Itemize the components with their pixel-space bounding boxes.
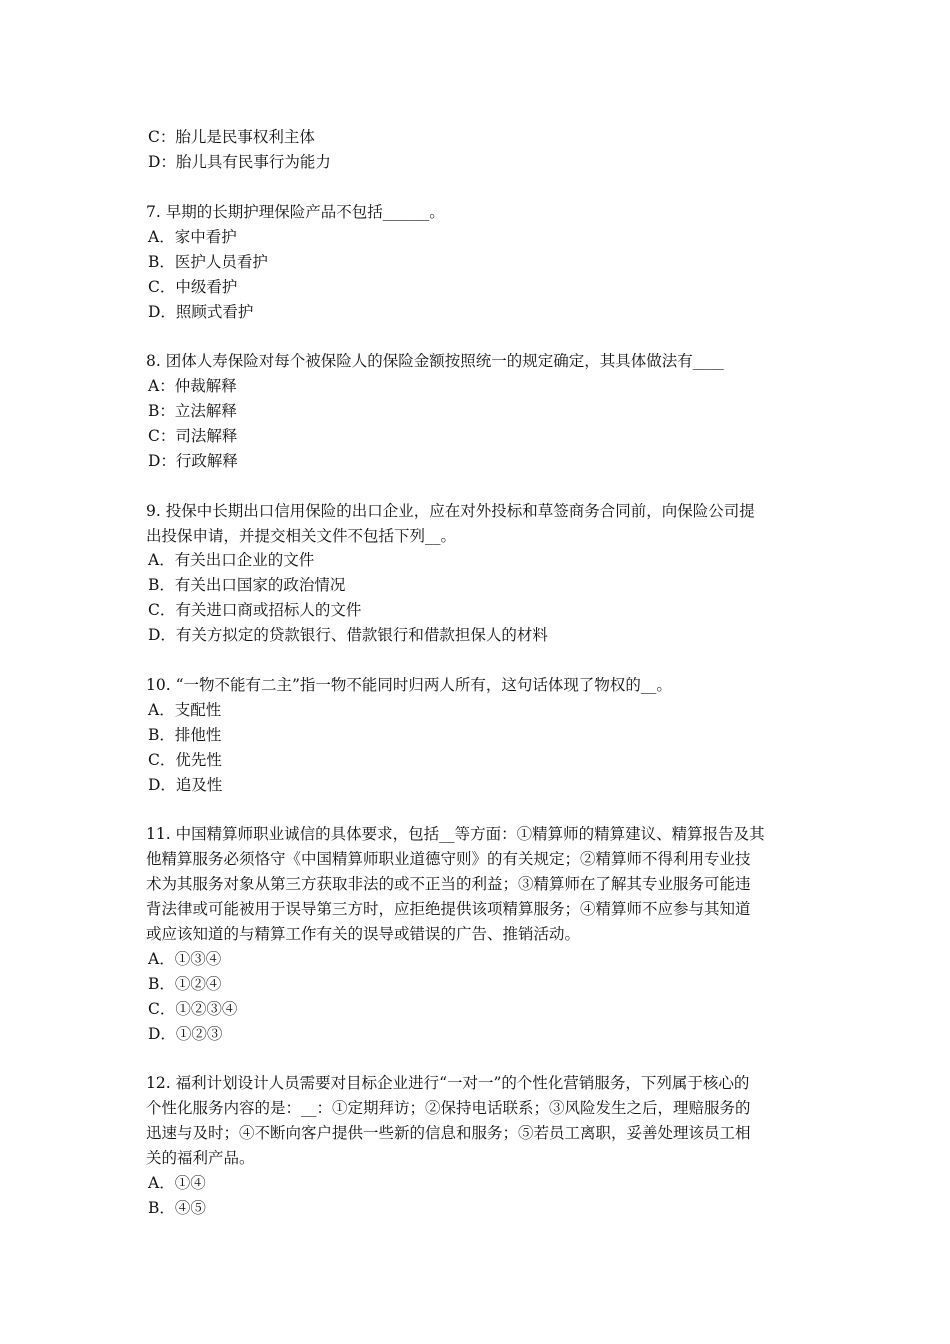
option-b: B．①②④	[148, 975, 222, 993]
question-12-text: 12. 福利计划设计人员需要对目标企业进行“一对一”的个性化营销服务，下列属于核心的	[146, 1074, 750, 1092]
question-11-text: 11. 中国精算师职业诚信的具体要求，包括__等方面：①精算师的精算建议、精算报告及其	[146, 825, 765, 843]
question-11-text: 术为其服务对象从第三方获取非法的或不正当的利益；③精算师在了解其专业服务可能违	[146, 875, 751, 893]
option-a: A．①③④	[148, 950, 222, 968]
question-8-text: 8. 团体人寿保险对每个被保险人的保险金额按照统一的规定确定，其具体做法有____	[146, 352, 724, 370]
question-12-text: 迅速与及时；④不断向客户提供一些新的信息和服务；⑤若员工离职，妥善处理该员工相	[146, 1124, 751, 1142]
option-a: A：仲裁解释	[148, 377, 237, 395]
option-c: C．①②③④	[148, 1000, 238, 1018]
option-c: C．有关进口商或招标人的文件	[148, 601, 362, 619]
option-b: B．④⑤	[148, 1199, 206, 1217]
question-9-text: 出投保申请，并提交相关文件不包括下列__。	[146, 527, 457, 545]
option-d: D．①②③	[148, 1025, 223, 1043]
question-12-text: 关的福利产品。	[146, 1149, 255, 1167]
option-b: B．有关出口国家的政治情况	[148, 576, 346, 594]
option-c: C：胎儿是民事权利主体	[148, 128, 315, 146]
option-a: A．支配性	[148, 701, 222, 719]
option-d: D：胎儿具有民事行为能力	[148, 153, 331, 171]
question-11-text: 或应该知道的与精算工作有关的误导或错误的广告、推销活动。	[146, 925, 581, 943]
question-7-text: 7. 早期的长期护理保险产品不包括______。	[146, 203, 445, 221]
question-12-text: 个性化服务内容的是：__：①定期拜访；②保持电话联系；③风险发生之后，理赔服务的	[146, 1099, 751, 1117]
option-c: C．中级看护	[148, 278, 238, 296]
option-c: C．优先性	[148, 751, 222, 769]
question-9-text: 9. 投保中长期出口信用保险的出口企业，应在对外投标和草签商务合同前，向保险公司提	[146, 502, 755, 520]
option-a: A．①④	[148, 1174, 206, 1192]
option-b: B．医护人员看护	[148, 253, 268, 271]
question-11-text: 他精算服务必须恪守《中国精算师职业道德守则》的有关规定；②精算师不得利用专业技	[146, 850, 751, 868]
option-c: C：司法解释	[148, 427, 238, 445]
question-11-text: 背法律或可能被用于误导第三方时，应拒绝提供该项精算服务；④精算师不应参与其知道	[146, 900, 751, 918]
option-a: A．家中看护	[148, 228, 237, 246]
option-a: A．有关出口企业的文件	[148, 551, 315, 569]
option-b: B．排他性	[148, 726, 222, 744]
option-d: D．有关方拟定的贷款银行、借款银行和借款担保人的材料	[148, 626, 548, 644]
option-d: D．追及性	[148, 776, 223, 794]
option-d: D：行政解释	[148, 452, 238, 470]
option-d: D．照顾式看护	[148, 303, 254, 321]
question-10-text: 10. “一物不能有二主”指一物不能同时归两人所有，这句话体现了物权的__。	[146, 676, 672, 694]
option-b: B：立法解释	[148, 402, 237, 420]
